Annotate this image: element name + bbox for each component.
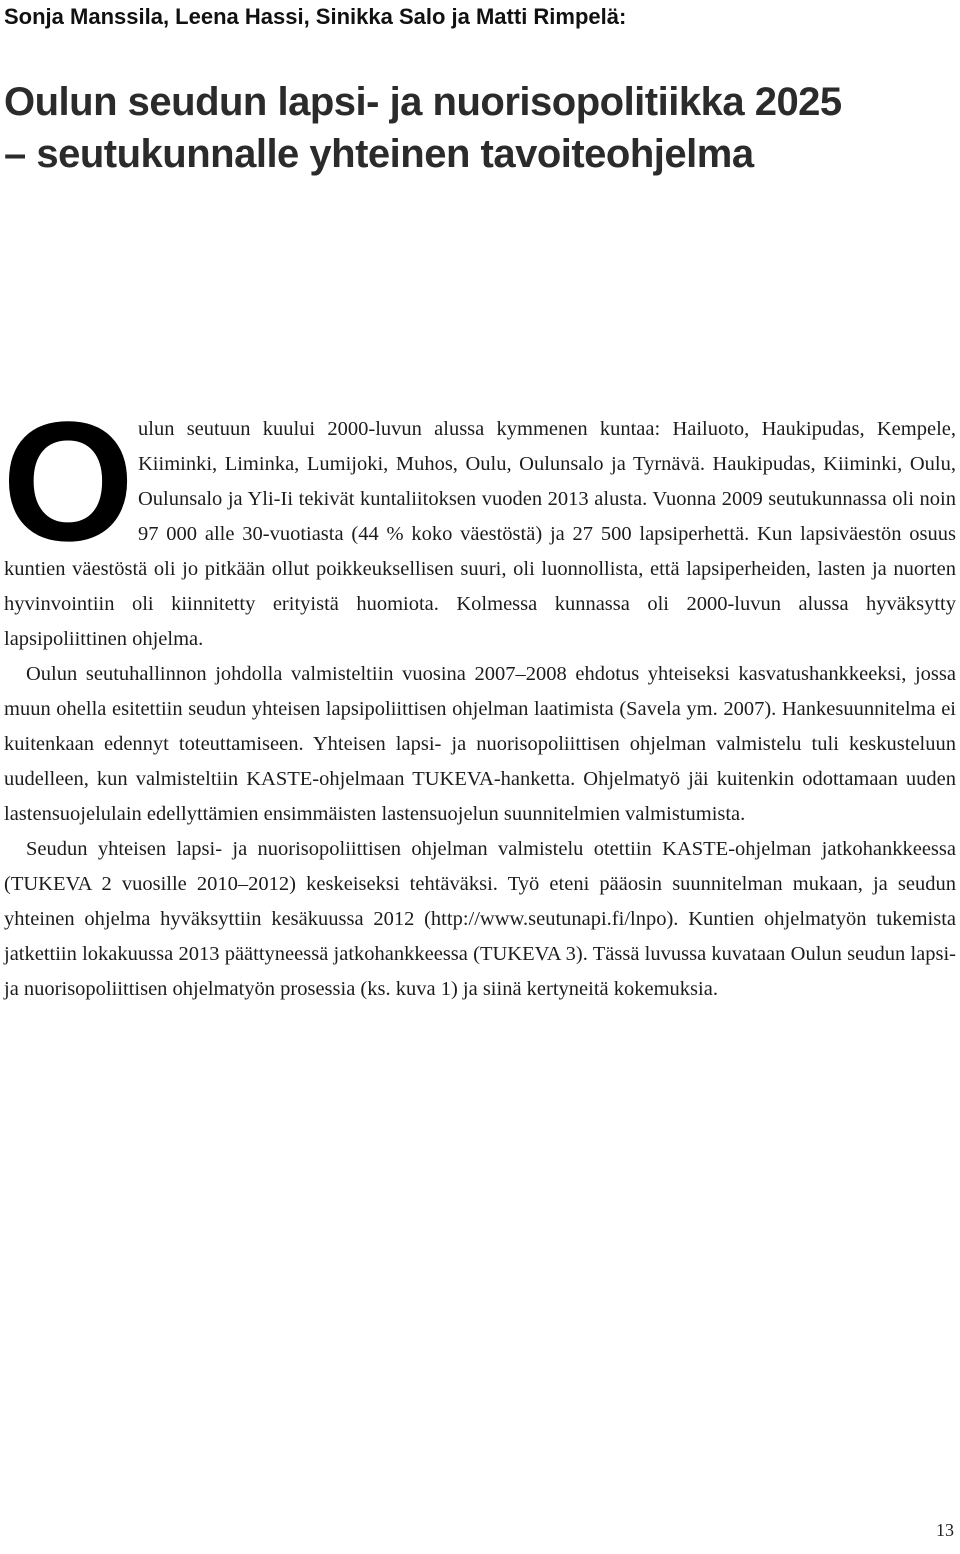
chapter-title-line-2: – seutukunnalle yhteinen tavoiteohjelma <box>4 132 754 176</box>
authors-line: Sonja Manssila, Leena Hassi, Sinikka Salo ja Matti Rimpelä: <box>4 4 627 29</box>
chapter-title <box>4 76 956 180</box>
page-number: 13 <box>936 1520 954 1540</box>
body-text <box>2 387 956 1007</box>
chapter-title-line-1: Oulun seudun lapsi- ja nuorisopolitiikka 2025 <box>4 80 842 124</box>
paragraph-1-text: ulun seutuun kuului 2000-luvun alussa kymmenen kuntaa: Hailuoto, Haukipudas, Kempele, Kiiminki, Liminka, Lumijoki, Muhos, Oulu, Oulunsalo ja Tyrnävä. Haukipudas, Kiiminki, Oulu, Oulunsalo ja Yli-Ii tekivät kuntaliitoksen vuoden 2013 alusta. Vuonna 2009 seutukunnassa oli noin 97 000 alle 30-vuotiasta (44 % koko väestöstä) ja 27 500 lapsiperhettä. Kun lapsiväestön osuus kuntien väestöstä oli jo pitkään ollut poikkeuksellisen suuri, oli luonnollista, että lapsiperheiden, lasten ja nuorten hyvinvointiin oli kiinnitetty erityistä huomiota. Kolmessa kunnassa oli 2000-luvun alussa hyväksytty lapsipoliittinen ohjelma. <box>4 418 956 650</box>
drop-cap: O <box>2 387 135 577</box>
paragraph-3: Seudun yhteisen lapsi- ja nuorisopoliittisen ohjelman valmistelu otettiin KASTE-ohjelman jatkohankkeessa (TUKEVA 2 vuosille 2010–2012) keskeiseksi tehtäväksi. Työ eteni pääosin suunnitelman mukaan, ja seudun yhteinen ohjelma hyväksyttiin kesäkuussa 2012 (http://www.seutunapi.fi/lnpo). Kuntien ohjelmatyön tukemista jatkettiin lokakuussa 2013 päättyneessä jatkohankkeessa (TUKEVA 3). Tässä luvussa kuvataan Oulun seudun lapsi- ja nuorisopoliittisen ohjelmatyön prosessia (ks. kuva 1) ja siinä kertyneitä kokemuksia. <box>4 838 956 1000</box>
paragraph-1 <box>2 387 956 657</box>
paragraph-2: Oulun seutuhallinnon johdolla valmisteltiin vuosina 2007–2008 ehdotus yhteiseksi kasvatushankkeeksi, jossa muun ohella esitettiin seudun yhteisen lapsipoliittisen ohjelman laatimista (Savela ym. 2007). Hankesuunnitelma ei kuitenkaan edennyt toteuttamiseen. Yhteisen lapsi- ja nuorisopoliittisen ohjelman valmistelu tuli keskusteluun uudelleen, kun valmisteltiin KASTE-ohjelmaan TUKEVA-hanketta. Ohjelmatyö jäi kuitenkin odottamaan uuden lastensuojelulain edellyttämien ensimmäisten lastensuojelun suunnitelmien valmistumista. <box>4 663 956 825</box>
